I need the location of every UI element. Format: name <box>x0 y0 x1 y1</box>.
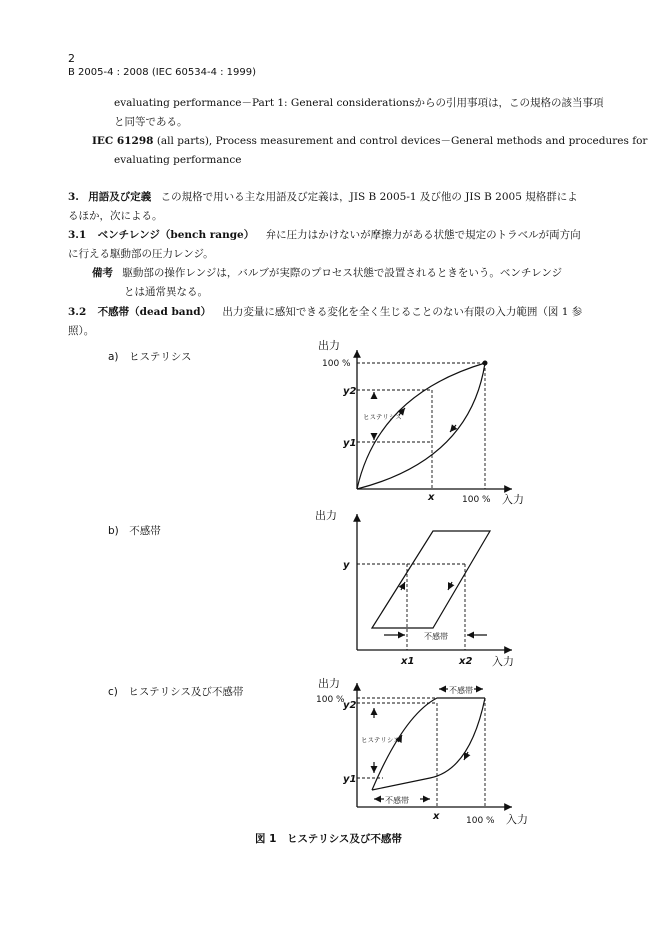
fig-a-hysteresis-label: ヒステリシス <box>363 413 402 421</box>
fig-c-y-100-label: 100 % <box>316 695 345 705</box>
term-3-1-note-line-2: とは通常異なる。 <box>124 286 208 298</box>
section-3-line-2: るほか，次による。 <box>68 210 163 222</box>
figure-b-label: b) 不感帯 <box>108 525 161 537</box>
fig-a-x-label: x <box>428 492 435 503</box>
term-3-2-line-2: 照）。 <box>68 325 95 337</box>
section-3-title: 用語及び定義 <box>88 191 152 203</box>
iec-id: IEC 61298 <box>92 135 154 147</box>
fig-c-x-axis-label: 入力 <box>506 813 528 826</box>
term-3-1-number: 3.1 <box>68 229 87 241</box>
term-3-1-title: ベンチレンジ（bench range） <box>97 229 255 241</box>
reference-line-1: evaluating performance－Part 1: General considerationsからの引用事項は，この規格の該当事項 <box>114 97 604 109</box>
fig-a-x-100-label: 100 % <box>462 495 491 505</box>
fig-b-x-axis-label: 入力 <box>492 655 514 668</box>
iec-line-2: evaluating performance <box>114 154 242 166</box>
fig-c-falling-path <box>372 698 485 790</box>
fig-b-x1-label: x1 <box>401 656 415 667</box>
fig-b-y-axis-label: 出力 <box>315 509 337 522</box>
document-id: B 2005-4 : 2008 (IEC 60534-4 : 1999) <box>68 67 257 78</box>
fig-a-y-axis-label: 出力 <box>318 339 340 352</box>
section-3-number: 3. <box>68 191 79 203</box>
fig-c-y2-label: y2 <box>343 700 357 711</box>
note-label: 備考 <box>92 267 113 279</box>
fig-a-x-axis-label: 入力 <box>502 493 524 506</box>
section-3-text: この規格で用いる主な用語及び定義は，JIS B 2005-1 及び他の JIS B 2005 規格群によ <box>160 191 578 203</box>
term-3-1-text: 弁に圧力はかけないが摩擦力がある状態で規定のトラベルが両方向 <box>265 229 581 241</box>
term-3-2-number: 3.2 <box>68 306 87 318</box>
figure-a-label: a) ヒステリシス <box>108 351 192 363</box>
page-number: 2 <box>68 52 75 65</box>
fig-c-y-axis-label: 出力 <box>318 677 340 690</box>
iec-title: (all parts), Process measurement and control devices－General methods and procedures for <box>156 135 648 147</box>
fig-c-bottom-deadband-label: 不感帯 <box>385 796 409 805</box>
fig-c-x-label: x <box>433 811 440 822</box>
fig-a-y1-label: y1 <box>343 438 357 449</box>
fig-c-top-deadband-label: 不感帯 <box>449 686 473 695</box>
fig-a-y-100-label: 100 % <box>322 359 351 369</box>
fig-b-y-label: y <box>343 560 350 571</box>
term-3-2-text: 出力変量に感知できる変化を全く生じることのない有限の入力範囲（図 1 参 <box>222 306 583 318</box>
note-text: 駆動部の操作レンジは，バルブが実際のプロセス状態で設置されるときをいう。ベンチレンジ <box>122 267 563 279</box>
fig-c-y1-label: y1 <box>343 774 357 785</box>
term-3-2-title: 不感帯（dead band） <box>97 306 212 318</box>
fig-c-x-100-label: 100 % <box>466 816 495 826</box>
fig-a-y2-label: y2 <box>343 386 357 397</box>
term-3-1-line-2: に行える駆動部の圧力レンジ。 <box>68 248 214 260</box>
fig-c-rising-path <box>372 698 485 790</box>
fig-b-x2-label: x2 <box>459 656 473 667</box>
figure-caption: 図 1 ヒステリシス及び不感帯 <box>255 833 402 845</box>
reference-line-2: と同等である。 <box>114 116 188 128</box>
figure-c-label: c) ヒステリシス及び不感帯 <box>108 686 244 698</box>
fig-c-hysteresis-label: ヒステリシス <box>361 736 400 744</box>
fig-b-deadband-label: 不感帯 <box>424 632 448 641</box>
